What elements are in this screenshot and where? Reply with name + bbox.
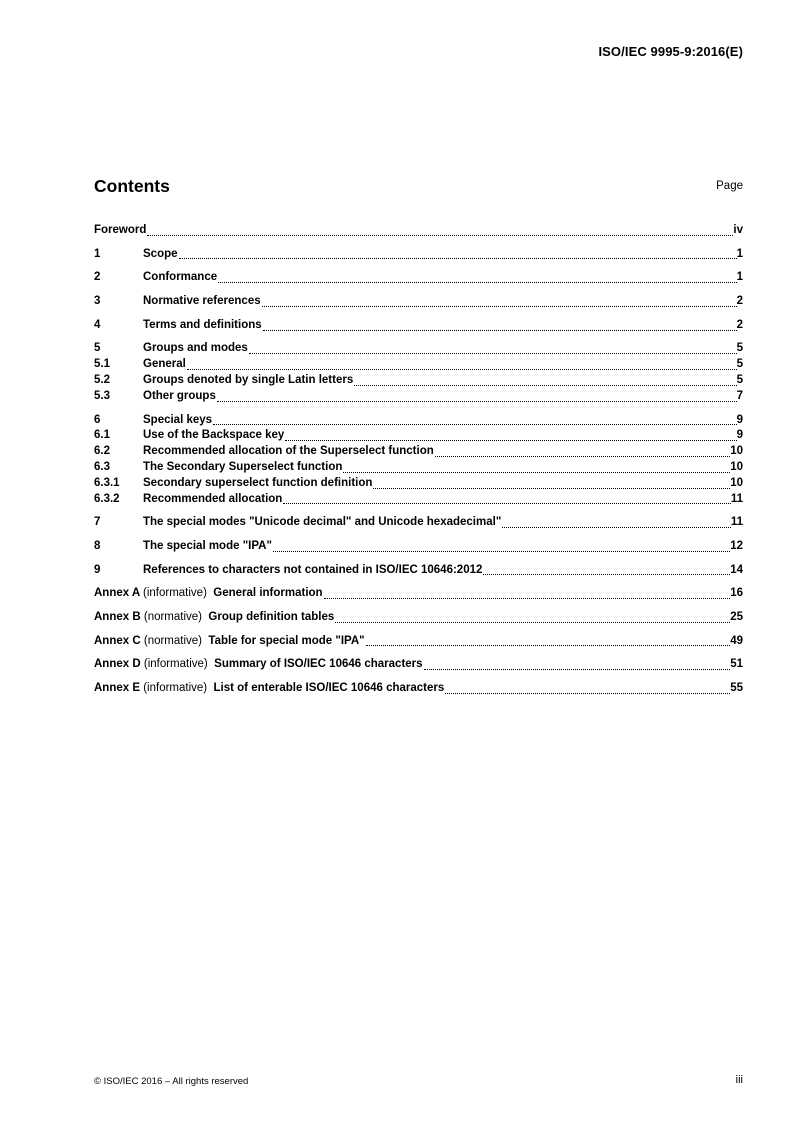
toc-leader-dots (445, 683, 730, 694)
toc-leader-dots (285, 430, 736, 441)
toc-entry-title: Foreword (94, 224, 147, 236)
toc-entry-title: Conformance (143, 271, 218, 284)
toc-entry-annex-e[interactable] (94, 681, 743, 697)
toc-entry-page: 10 (730, 445, 743, 458)
toc-entry-4[interactable] (94, 318, 743, 334)
toc-leader-dots (179, 248, 737, 259)
annex-title-text: Group definition tables (208, 610, 335, 623)
toc-leader-dots (218, 272, 736, 283)
toc-entry-page: 10 (730, 460, 743, 473)
toc-leader-dots (249, 343, 737, 354)
toc-entry-title: Other groups (143, 389, 216, 402)
toc-entry-number: 6.3 (94, 460, 110, 473)
toc-leader-dots (343, 462, 730, 473)
toc-entry-annex-d[interactable] (94, 657, 743, 673)
toc-entry-title: The special mode "IPA" (143, 539, 272, 552)
toc-entry-number: 2 (94, 271, 101, 284)
toc-leader-dots (335, 612, 730, 623)
toc-leader-dots (435, 446, 730, 457)
toc-leader-dots (483, 564, 730, 575)
toc-entry-number: 5.3 (94, 389, 110, 402)
toc-entry-3[interactable] (94, 294, 743, 310)
footer-page-number: iii (735, 1074, 743, 1086)
toc-leader-dots (354, 375, 736, 386)
toc-entry-1[interactable] (94, 247, 743, 263)
toc-entry-page: 11 (730, 492, 743, 505)
toc-entry-6-3-2[interactable] (94, 492, 743, 508)
toc-entry-title: Normative references (143, 295, 261, 308)
toc-entry-title: The special modes "Unicode decimal" and Unicode hexadecimal" (143, 516, 502, 529)
table-of-contents (94, 223, 743, 697)
toc-entry-number: 8 (94, 539, 101, 552)
toc-entry-title: Scope (143, 247, 178, 260)
toc-entry-foreword[interactable] (94, 223, 743, 239)
annex-label: Annex C (94, 634, 141, 647)
toc-entry-title: Recommended allocation of the Superselect function (143, 445, 434, 458)
toc-entry-page: 7 (736, 389, 743, 402)
toc-entry-number: 4 (94, 318, 101, 331)
toc-entry-number: 6.2 (94, 445, 110, 458)
toc-entry-number: 1 (94, 247, 101, 260)
toc-leader-dots (213, 414, 737, 425)
annex-label: Annex E (94, 682, 141, 694)
toc-entry-number: 5.1 (94, 358, 110, 371)
toc-entry-page: 9 (736, 413, 743, 426)
toc-entry-number: 6.3.2 (94, 492, 120, 505)
toc-entry-7[interactable] (94, 515, 743, 531)
toc-entry-title: General (143, 358, 186, 371)
toc-entry-number: 7 (94, 516, 101, 529)
annex-label: Annex B (94, 610, 141, 623)
annex-kind: (informative) (143, 682, 208, 694)
toc-leader-dots (424, 659, 731, 670)
annex-kind: (normative) (143, 634, 203, 647)
toc-entry-number: 6.1 (94, 429, 110, 442)
annex-kind: (informative) (143, 658, 208, 671)
toc-entry-annex-a[interactable] (94, 586, 743, 602)
annex-label: Annex A (94, 587, 140, 600)
toc-leader-dots (263, 320, 737, 331)
toc-annex-title (94, 586, 323, 602)
toc-entry-page: 5 (736, 358, 743, 371)
toc-entry-5-1[interactable] (94, 357, 743, 373)
toc-entry-6-2[interactable] (94, 444, 743, 460)
toc-entry-title: Recommended allocation (143, 492, 283, 505)
page-column-label: Page (716, 180, 743, 192)
toc-entry-title: The Secondary Superselect function (143, 460, 343, 473)
toc-leader-dots (366, 635, 731, 646)
annex-label: Annex D (94, 658, 141, 671)
toc-entry-number: 6 (94, 413, 101, 426)
toc-entry-number: 9 (94, 563, 101, 576)
toc-entry-page: 51 (730, 658, 743, 671)
toc-entry-page: 10 (730, 476, 743, 489)
contents-heading: Contents (94, 176, 170, 196)
toc-annex-title (94, 657, 423, 673)
toc-entry-title: Groups and modes (143, 342, 248, 355)
toc-entry-5-3[interactable] (94, 389, 743, 405)
toc-entry-page: 2 (736, 318, 743, 331)
toc-entry-title: References to characters not contained in ISO/IEC 10646:2012 (143, 563, 483, 576)
toc-annex-title (94, 610, 334, 626)
toc-leader-dots (502, 517, 731, 528)
toc-entry-page: 25 (730, 610, 743, 623)
toc-entry-page: 11 (730, 516, 743, 529)
toc-entry-title: Secondary superselect function definition (143, 476, 373, 489)
toc-leader-dots (324, 588, 731, 599)
toc-entry-5-2[interactable] (94, 373, 743, 389)
toc-entry-number: 6.3.1 (94, 476, 120, 489)
toc-entry-number: 5.2 (94, 374, 110, 387)
toc-entry-6-3[interactable] (94, 460, 743, 476)
toc-leader-dots (273, 541, 730, 552)
toc-entry-page: 1 (736, 271, 743, 284)
toc-entry-6-1[interactable] (94, 428, 743, 444)
toc-entry-page: 14 (730, 563, 743, 576)
toc-entry-5[interactable] (94, 341, 743, 357)
document-id: ISO/IEC 9995-9:2016(E) (598, 44, 743, 59)
toc-leader-dots (217, 391, 737, 402)
annex-title-text: Table for special mode "IPA" (208, 634, 365, 647)
toc-entry-annex-b[interactable] (94, 610, 743, 626)
toc-entry-2[interactable] (94, 270, 743, 286)
toc-entry-title: Use of the Backspace key (143, 429, 285, 442)
toc-entry-page: 2 (736, 295, 743, 308)
toc-entry-8[interactable] (94, 539, 743, 555)
annex-kind: (normative) (143, 610, 203, 623)
toc-annex-title (94, 634, 365, 650)
toc-entry-title: Special keys (143, 413, 213, 426)
toc-entry-page: iv (733, 224, 743, 236)
toc-annex-title (94, 681, 444, 697)
toc-entry-6[interactable] (94, 413, 743, 429)
annex-title-text: List of enterable ISO/IEC 10646 characters (213, 682, 445, 694)
toc-entry-title: Groups denoted by single Latin letters (143, 374, 354, 387)
annex-title-text: General information (213, 587, 323, 600)
toc-entry-9[interactable] (94, 563, 743, 579)
toc-leader-dots (262, 296, 737, 307)
annex-kind: (informative) (143, 587, 207, 600)
toc-entry-page: 49 (730, 634, 743, 647)
toc-entry-page: 9 (736, 429, 743, 442)
toc-leader-dots (147, 225, 733, 236)
toc-entry-page: 12 (730, 539, 743, 552)
toc-entry-title: Terms and definitions (143, 318, 262, 331)
footer-copyright: © ISO/IEC 2016 – All rights reserved (94, 1076, 249, 1087)
toc-entry-annex-c[interactable] (94, 634, 743, 650)
toc-entry-number: 5 (94, 342, 101, 355)
toc-entry-page: 1 (736, 247, 743, 260)
toc-entry-page: 5 (736, 374, 743, 387)
toc-leader-dots (187, 359, 737, 370)
toc-entry-page: 16 (730, 587, 743, 600)
toc-leader-dots (373, 478, 730, 489)
toc-entry-page: 5 (736, 342, 743, 355)
toc-entry-6-3-1[interactable] (94, 476, 743, 492)
annex-title-text: Summary of ISO/IEC 10646 characters (214, 658, 423, 671)
toc-leader-dots (283, 493, 731, 504)
toc-entry-page: 55 (730, 682, 743, 694)
toc-entry-number: 3 (94, 295, 101, 308)
